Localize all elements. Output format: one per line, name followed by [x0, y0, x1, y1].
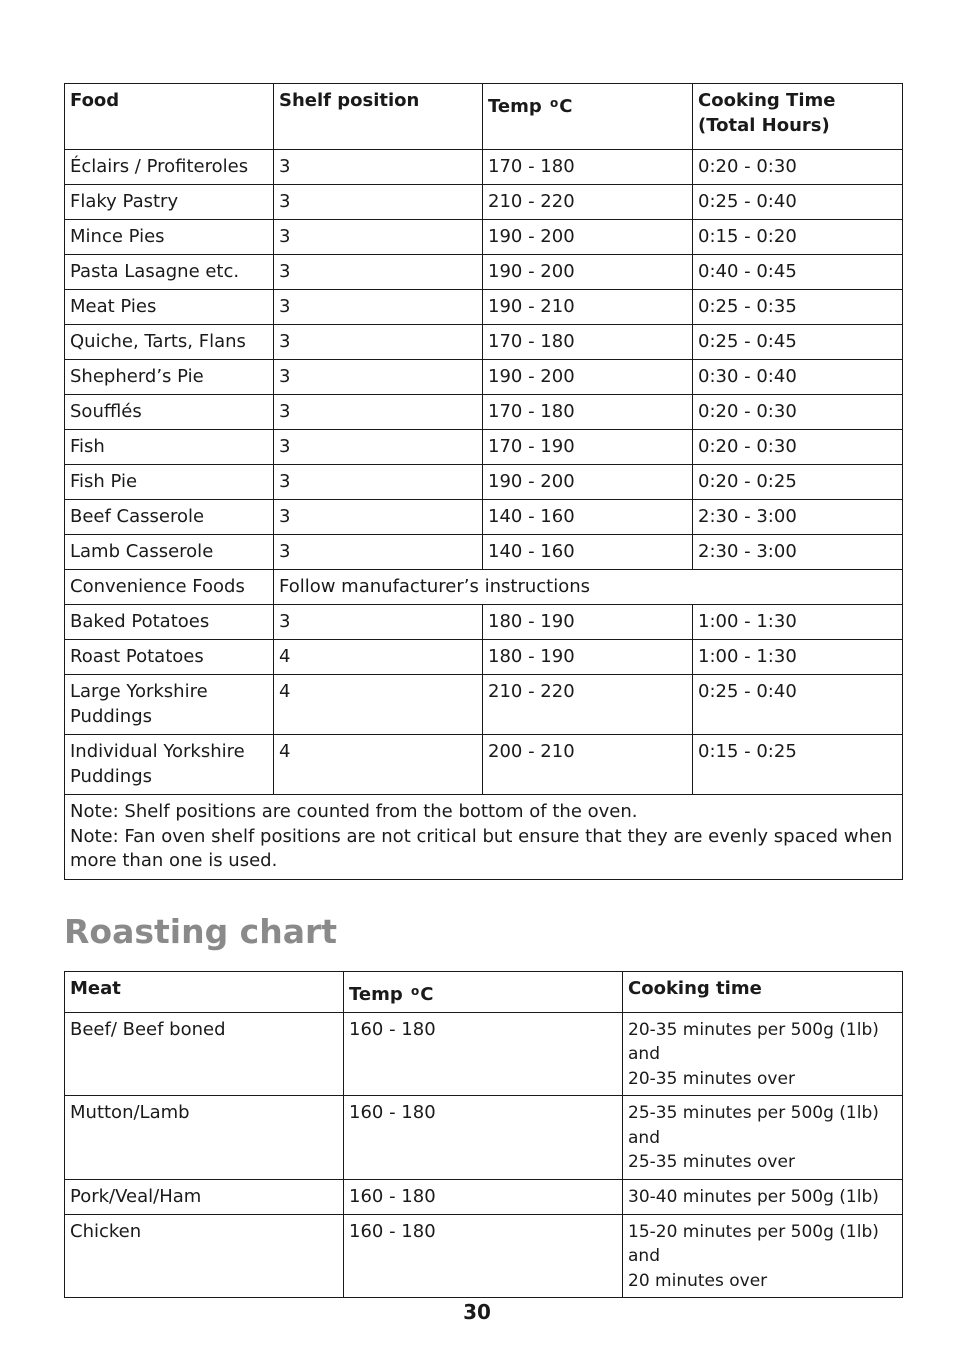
time-line1: 15-20 minutes per 500g (1lb) and: [628, 1221, 879, 1266]
food-cell: Mince Pies: [65, 220, 274, 255]
table-row: [65, 395, 903, 430]
temp-cell: 180 - 190: [483, 605, 693, 640]
temp-cell: 190 - 200: [483, 255, 693, 290]
notes-cell: [65, 795, 903, 880]
note-shelf-positions: Note: Shelf positions are counted from the bottom of the oven.: [70, 801, 638, 822]
food-cell: Flaky Pastry: [65, 185, 274, 220]
temp-cell: 190 - 200: [483, 465, 693, 500]
page-number: 30: [463, 1300, 491, 1324]
food-line1: Large Yorkshire: [70, 681, 208, 702]
time-cell: [623, 1214, 903, 1298]
food-cell: Convenience Foods: [65, 570, 274, 605]
food-line2: Puddings: [70, 705, 153, 727]
food-cell: Quiche, Tarts, Flans: [65, 325, 274, 360]
table-row: [65, 1012, 903, 1096]
temp-cell: 190 - 210: [483, 290, 693, 325]
table-row: [65, 640, 903, 675]
temp-cell: 170 - 180: [483, 325, 693, 360]
header-cooking-time-line2: (Total Hours): [698, 114, 830, 136]
shelf-cell: 3: [274, 220, 483, 255]
table-row: [65, 325, 903, 360]
temp-cell: 160 - 180: [344, 1096, 623, 1180]
temp-cell: 180 - 190: [483, 640, 693, 675]
instruction-cell: Follow manufacturer’s instructions: [274, 570, 903, 605]
time-cell: 0:20 - 0:30: [693, 150, 903, 185]
table-header-row: [65, 84, 903, 150]
shelf-cell: 3: [274, 150, 483, 185]
time-line2: 20-35 minutes over: [628, 1068, 795, 1089]
table-row: [65, 185, 903, 220]
time-cell: 0:25 - 0:40: [693, 675, 903, 735]
shelf-cell: 4: [274, 675, 483, 735]
temp-cell: 170 - 180: [483, 150, 693, 185]
time-cell: 1:00 - 1:30: [693, 605, 903, 640]
table-row: [65, 255, 903, 290]
food-cell: Fish Pie: [65, 465, 274, 500]
roasting-chart-title: Roasting chart: [64, 912, 338, 951]
temp-cell: 160 - 180: [344, 1012, 623, 1096]
roasting-chart-table: [64, 971, 903, 1298]
header-temp-unit: C: [420, 984, 434, 1005]
shelf-cell: 3: [274, 185, 483, 220]
food-cell: [65, 735, 274, 795]
time-cell: 0:25 - 0:40: [693, 185, 903, 220]
table-row: [65, 675, 903, 735]
table-header-row: [65, 972, 903, 1013]
shelf-cell: 3: [274, 325, 483, 360]
table-row: [65, 535, 903, 570]
cooking-times-table: [64, 83, 903, 880]
table-row: [65, 360, 903, 395]
time-line2: 25-35 minutes over: [628, 1152, 795, 1172]
food-cell: Lamb Casserole: [65, 535, 274, 570]
shelf-cell: 3: [274, 255, 483, 290]
time-cell: 0:15 - 0:25: [693, 735, 903, 795]
temp-cell: 210 - 220: [483, 185, 693, 220]
food-cell: Meat Pies: [65, 290, 274, 325]
header-temp-label: Temp: [349, 984, 403, 1005]
food-cell: Soufflés: [65, 395, 274, 430]
shelf-cell: 3: [274, 605, 483, 640]
meat-cell: Mutton/Lamb: [65, 1096, 344, 1180]
time-cell: [623, 1096, 903, 1180]
food-line2: Puddings: [70, 765, 153, 787]
time-cell: 0:20 - 0:25: [693, 465, 903, 500]
time-cell: [623, 1012, 903, 1096]
shelf-cell: 3: [274, 535, 483, 570]
meat-cell: Chicken: [65, 1214, 344, 1298]
food-cell: Fish: [65, 430, 274, 465]
temp-cell: 160 - 180: [344, 1179, 623, 1214]
food-cell: Beef Casserole: [65, 500, 274, 535]
temp-cell: 200 - 210: [483, 735, 693, 795]
temp-cell: 170 - 180: [483, 395, 693, 430]
shelf-cell: 3: [274, 290, 483, 325]
time-cell: 2:30 - 3:00: [693, 500, 903, 535]
table-row: [65, 1179, 903, 1214]
header-shelf-position: Shelf position: [274, 84, 483, 150]
shelf-cell: 3: [274, 395, 483, 430]
header-temp-unit: C: [559, 96, 573, 117]
table-row: [65, 150, 903, 185]
header-cooking-time-line1: Cooking Time: [698, 90, 836, 111]
temp-cell: 140 - 160: [483, 500, 693, 535]
food-line1: Individual Yorkshire: [70, 741, 245, 762]
table-row: [65, 605, 903, 640]
shelf-cell: 4: [274, 735, 483, 795]
time-cell: 0:30 - 0:40: [693, 360, 903, 395]
header-cooking-time: [693, 84, 903, 150]
time-line1: 25-35 minutes per 500g (1lb) and: [628, 1103, 879, 1148]
header-cooking-time: Cooking time: [623, 972, 903, 1013]
table-row: [65, 1096, 903, 1180]
table-row: [65, 1214, 903, 1298]
table-row: [65, 430, 903, 465]
food-cell: Pasta Lasagne etc.: [65, 255, 274, 290]
temp-cell: 190 - 200: [483, 220, 693, 255]
time-cell: 1:00 - 1:30: [693, 640, 903, 675]
degree-symbol: o: [550, 96, 559, 110]
temp-cell: 190 - 200: [483, 360, 693, 395]
table-row: [65, 500, 903, 535]
header-temp: [483, 84, 693, 150]
shelf-cell: 3: [274, 360, 483, 395]
table-row: [65, 290, 903, 325]
table-row: [65, 220, 903, 255]
time-cell: 0:15 - 0:20: [693, 220, 903, 255]
time-cell: 2:30 - 3:00: [693, 535, 903, 570]
header-food: Food: [65, 84, 274, 150]
temp-cell: 170 - 190: [483, 430, 693, 465]
header-temp: [344, 972, 623, 1013]
shelf-cell: 3: [274, 430, 483, 465]
meat-cell: Beef/ Beef boned: [65, 1012, 344, 1096]
time-cell: 30-40 minutes per 500g (1lb): [623, 1179, 903, 1214]
degree-symbol: o: [411, 984, 420, 998]
shelf-cell: 3: [274, 465, 483, 500]
table-row: [65, 465, 903, 500]
time-cell: 0:20 - 0:30: [693, 395, 903, 430]
shelf-cell: 4: [274, 640, 483, 675]
time-line1: 20-35 minutes per 500g (1lb) and: [628, 1019, 879, 1064]
time-cell: 0:25 - 0:45: [693, 325, 903, 360]
food-cell: Shepherd’s Pie: [65, 360, 274, 395]
time-cell: 0:40 - 0:45: [693, 255, 903, 290]
table-notes-row: [65, 795, 903, 880]
meat-cell: Pork/Veal/Ham: [65, 1179, 344, 1214]
food-cell: Roast Potatoes: [65, 640, 274, 675]
note-fan-oven: Note: Fan oven shelf positions are not critical but ensure that they are evenly spaced when more than one is used.: [70, 825, 893, 871]
header-meat: Meat: [65, 972, 344, 1013]
shelf-cell: 3: [274, 500, 483, 535]
time-cell: 0:20 - 0:30: [693, 430, 903, 465]
food-cell: [65, 675, 274, 735]
temp-cell: 140 - 160: [483, 535, 693, 570]
table-row: [65, 735, 903, 795]
time-cell: 0:25 - 0:35: [693, 290, 903, 325]
food-cell: Baked Potatoes: [65, 605, 274, 640]
temp-cell: 210 - 220: [483, 675, 693, 735]
header-temp-label: Temp: [488, 96, 542, 117]
table-row-convenience-foods: [65, 570, 903, 605]
time-line2: 20 minutes over: [628, 1270, 768, 1291]
temp-cell: 160 - 180: [344, 1214, 623, 1298]
food-cell: Éclairs / Profiteroles: [65, 150, 274, 185]
